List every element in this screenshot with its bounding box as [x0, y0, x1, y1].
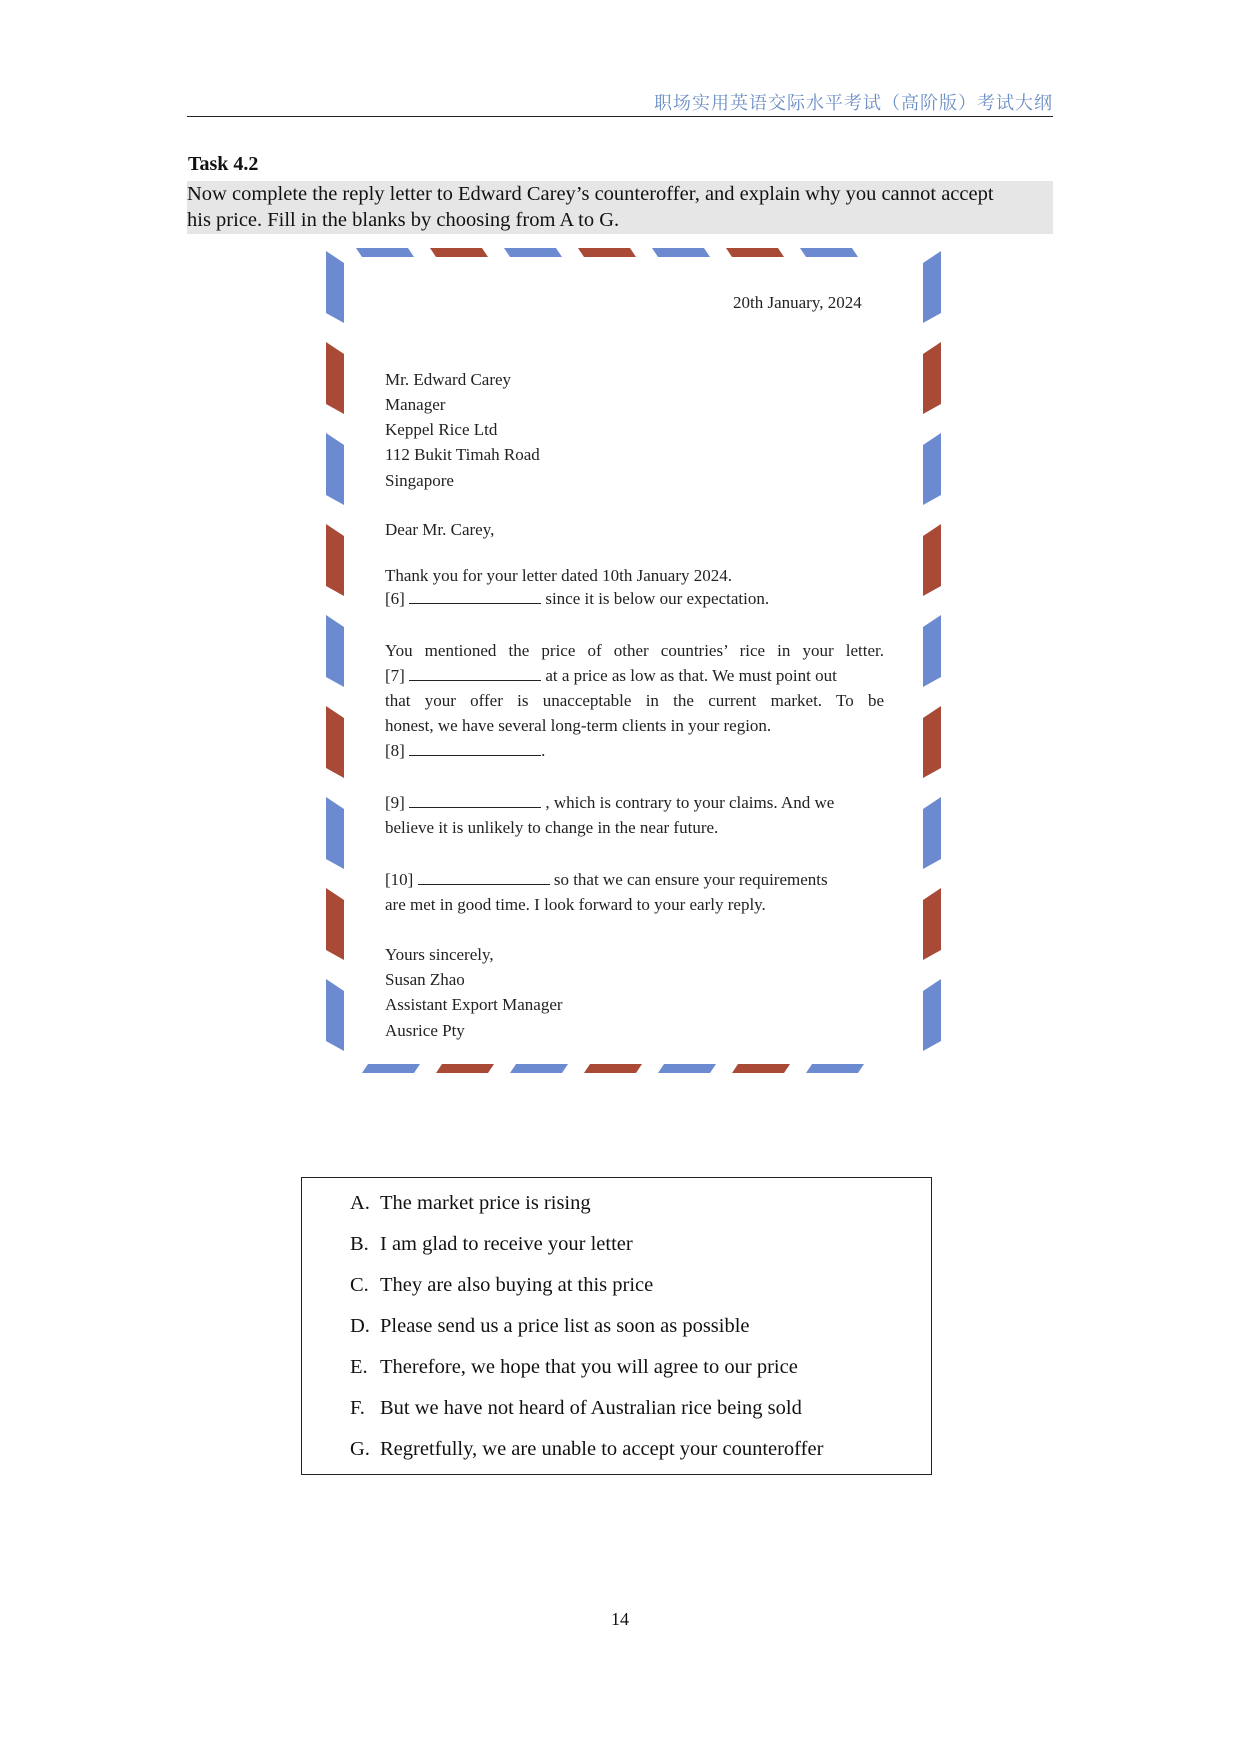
airmail-stripe [326, 797, 344, 869]
blank-7-label: [7] [385, 666, 405, 685]
letter-p1-line1: Thank you for your letter dated 10th January 2024. [385, 566, 732, 585]
airmail-stripe [658, 1064, 716, 1073]
closing-line: Ausrice Pty [385, 1021, 465, 1040]
airmail-stripe [356, 248, 414, 257]
blank-6-line [409, 589, 541, 604]
option-d: D. Please send us a price list as soon as possible [350, 1315, 750, 1337]
airmail-letter [326, 248, 941, 1073]
blank-7-after: at a price as low as that. We must point out [545, 666, 837, 685]
airmail-stripe [326, 524, 344, 596]
blank-9-label: [9] [385, 793, 405, 812]
option-e: E. Therefore, we hope that you will agree to our price [350, 1356, 798, 1378]
option-a: A. The market price is rising [350, 1192, 591, 1214]
letter-blank-6 [385, 589, 769, 609]
airmail-stripe [923, 342, 941, 414]
blank-6-label: [6] [385, 589, 405, 608]
blank-10-label: [10] [385, 870, 414, 889]
address-line: 112 Bukit Timah Road [385, 445, 540, 464]
letter-p2-line3: that your offer is unacceptable in the current market. To be [385, 691, 884, 710]
letter-salutation: Dear Mr. Carey, [385, 520, 495, 539]
option-c: C. They are also buying at this price [350, 1274, 654, 1296]
airmail-stripe [510, 1064, 568, 1073]
blank-9-after: , which is contrary to your claims. And we [545, 793, 835, 812]
airmail-stripe [923, 979, 941, 1051]
airmail-stripe [504, 248, 562, 257]
airmail-stripe [726, 248, 784, 257]
address-line: Mr. Edward Carey [385, 370, 512, 389]
airmail-stripe [362, 1064, 420, 1073]
letter-blank-9 [385, 793, 834, 813]
closing-line: Susan Zhao [385, 970, 465, 989]
letter-p3-line2: believe it is unlikely to change in the near future. [385, 818, 719, 837]
airmail-stripe [923, 615, 941, 687]
airmail-stripe [430, 248, 488, 257]
blank-8-after: . [541, 741, 546, 760]
letter-blank-8 [385, 741, 545, 761]
airmail-stripe [806, 1064, 864, 1073]
airmail-stripe [326, 615, 344, 687]
option-b: B. I am glad to receive your letter [350, 1233, 633, 1255]
task-instruction [187, 181, 1053, 234]
option-g: G. Regretfully, we are unable to accept your counteroffer [350, 1438, 824, 1460]
page-number: 14 [611, 1609, 629, 1629]
address-line: Singapore [385, 471, 454, 490]
address-line: Manager [385, 395, 446, 414]
blank-8-label: [8] [385, 741, 405, 760]
options-box [301, 1177, 932, 1475]
airmail-stripe [436, 1064, 494, 1073]
blank-7-line [409, 666, 541, 681]
airmail-stripe [923, 433, 941, 505]
airmail-stripe [326, 706, 344, 778]
blank-10-line [418, 870, 550, 885]
option-f: F. But we have not heard of Australian rice being sold [350, 1397, 802, 1419]
instruction-line-2: his price. Fill in the blanks by choosing from A to G. [187, 209, 620, 231]
blank-9-line [409, 793, 541, 808]
airmail-stripe [326, 888, 344, 960]
airmail-stripe [326, 251, 344, 323]
letter-date: 20th January, 2024 [733, 293, 862, 312]
instruction-line-1: Now complete the reply letter to Edward Carey’s counteroffer, and explain why you cannot accept [187, 183, 994, 205]
letter-p2-line4: honest, we have several long-term clients in your region. [385, 716, 772, 735]
airmail-stripe [326, 433, 344, 505]
airmail-stripe [578, 248, 636, 257]
blank-6-after: since it is below our expectation. [545, 589, 770, 608]
letter-blank-10 [385, 870, 828, 890]
page-header [187, 86, 1053, 117]
airmail-stripe [923, 706, 941, 778]
blank-8-line [409, 741, 541, 756]
airmail-stripe [923, 888, 941, 960]
airmail-stripe [652, 248, 710, 257]
blank-10-after: so that we can ensure your requirements [553, 870, 828, 889]
airmail-stripe [923, 251, 941, 323]
airmail-stripe [923, 797, 941, 869]
airmail-stripe [584, 1064, 642, 1073]
airmail-stripe [326, 342, 344, 414]
airmail-stripe [732, 1064, 790, 1073]
letter-p4-line2: are met in good time. I look forward to your early reply. [385, 895, 766, 914]
closing-line: Assistant Export Manager [385, 995, 563, 1014]
address-line: Keppel Rice Ltd [385, 420, 498, 439]
airmail-stripe [923, 524, 941, 596]
task-title: Task 4.2 [188, 153, 259, 175]
header-title: 职场实用英语交际水平考试（高阶版）考试大纲 [654, 93, 1053, 114]
letter-blank-7 [385, 666, 837, 686]
airmail-stripe [326, 979, 344, 1051]
closing-line: Yours sincerely, [385, 945, 494, 964]
letter-p2-line1: You mentioned the price of other countries’ rice in your letter. [385, 641, 884, 660]
airmail-stripe [800, 248, 858, 257]
